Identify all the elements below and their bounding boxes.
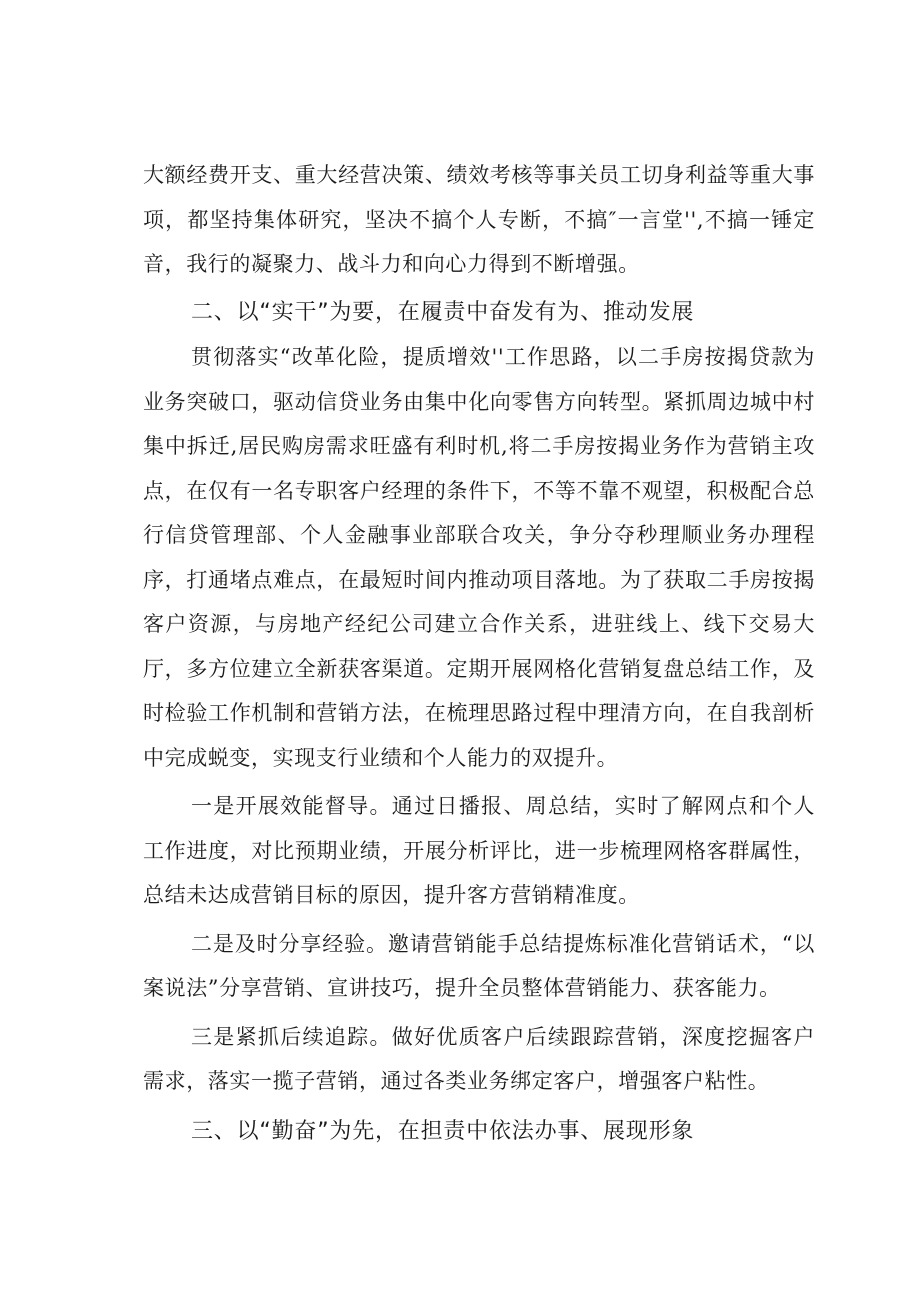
paragraph-follow-up: 三是紧抓后续追踪。做好优质客户后续跟踪营销，深度挖掘客户需求，落实一揽子营销，通过各类业务绑定客户，增强客户粘性。 <box>143 1024 815 1093</box>
paragraph-share-experience: 二是及时分享经验。邀请营销能手总结提炼标准化营销话术，“以案说法”分享营销、宣讲技巧，提升全员整体营销能力、获客能力。 <box>143 931 815 1000</box>
paragraph-collective-decision: 大额经费开支、重大经营决策、绩效考核等事关员工切身利益等重大事项，都坚持集体研究，坚决不搞个人专断，不搞″一言堂'',不搞一锤定音，我行的凝聚力、战斗力和向心力得到不断增强。 <box>143 163 815 276</box>
section-heading-2: 二、以“实干”为要，在履责中奋发有为、推动发展 <box>191 299 695 325</box>
document-page <box>143 153 815 1154</box>
paragraph-reform-strategy: 贯彻落实“改革化险，提质增效''工作思路，以二手房按揭贷款为业务突破口，驱动信贷业务由集中化向零售方向转型。紧抓周边城中村集中拆迁,居民购房需求旺盛有利时机,将二手房按揭业务作为营销主攻点，在仅有一名专职客户经理的条件下，不等不靠不观望，积极配合总行信贷管理部、个人金融事业部联合攻关，争分夺秒理顺业务办理程序，打通堵点难点，在最短时间内推动项目落地。为了获取二手房按揭客户资源，与房地产经纪公司建立合作关系，进驻线上、线下交易大厅，多方位建立全新获客渠道。定期开展网格化营销复盘总结工作，及时检验工作机制和营销方法，在梳理思路过程中理清方向，在自我剖析中完成蜕变，实现支行业绩和个人能力的双提升。 <box>143 345 815 770</box>
paragraph-efficiency-supervision: 一是开展效能督导。通过日播报、周总结，实时了解网点和个人工作进度，对比预期业绩，开展分析评比，进一步梳理网格客群属性，总结未达成营销目标的原因，提升客方营销精准度。 <box>143 794 815 907</box>
section-heading-3: 三、以“勤奋”为先，在担责中依法办事、展现形象 <box>191 1118 695 1144</box>
